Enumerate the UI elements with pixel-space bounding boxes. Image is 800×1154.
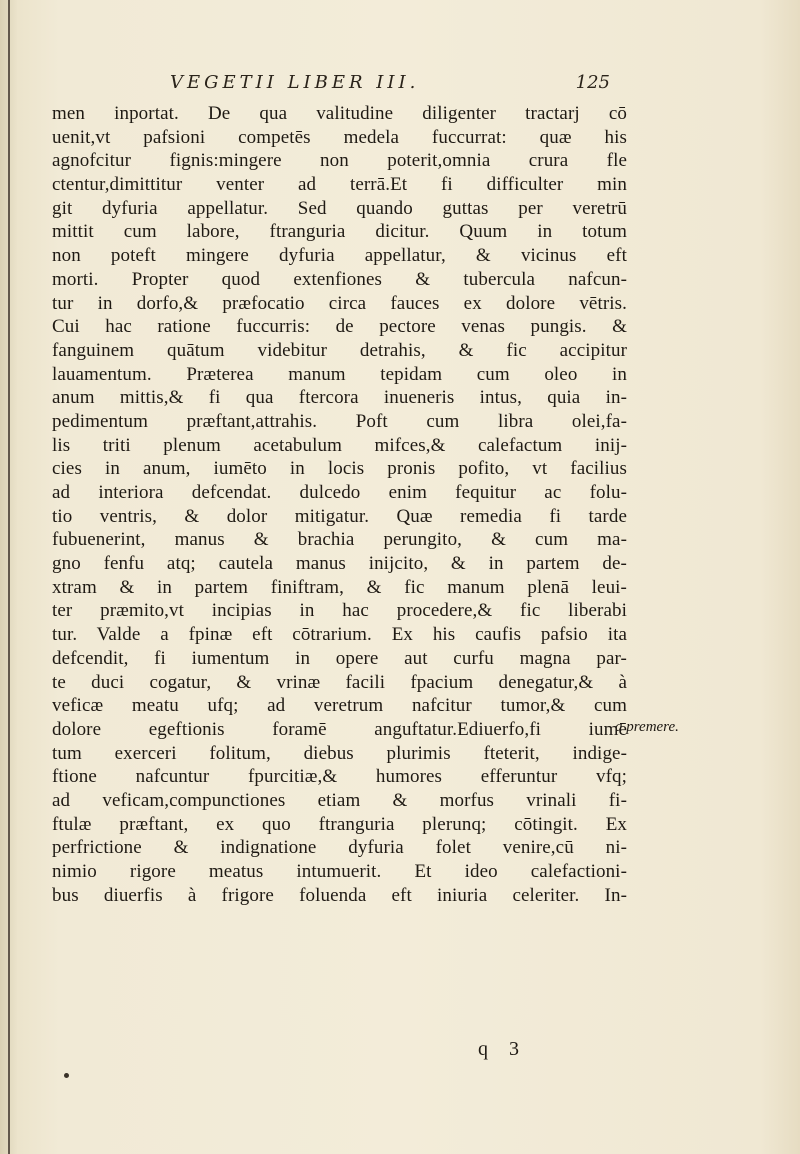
text-line: non poteft mingere dyfuria appellatur, & vicinus eft — [52, 245, 627, 267]
text-line: lis triti plenum acetabulum mifces,& calefactum inij- — [52, 434, 627, 456]
text-line: perfrictione & indignatione dyfuria folet venire,cū ni- — [52, 837, 627, 859]
text-line: fanguinem quātum videbitur detrahis, & fic accipitur — [52, 339, 627, 361]
text-line: uenit,vt pafsioni competēs medela fuccurrat: quæ his — [52, 126, 627, 148]
text-line: ctentur,dimittitur venter ad terrā.Et fi difficulter min — [52, 174, 627, 196]
text-line: gno fenfu atq; cautela manus inijcito, & in partem de- — [52, 553, 627, 575]
text-line: ad veficam,compunctiones etiam & morfus vrinali fi- — [52, 789, 627, 811]
text-line: lauamentum. Præterea manum tepidam cum oleo in — [52, 363, 627, 385]
text-line: nimio rigore meatus intumuerit. Et ideo calefactioni- — [52, 861, 627, 882]
text-line: veficæ meatu ufq; ad veretrum nafcitur tumor,& cum — [52, 695, 627, 717]
text-line: tur. Valde a fpinæ eft cōtrarium. Ex his caufis pafsio ita — [52, 624, 627, 646]
text-line: te duci cogatur, & vrinæ facili fpacium denegatur,& à — [52, 671, 627, 693]
text-line: cies in anum, iumēto in locis pronis pofito, vt facilius — [52, 458, 627, 480]
text-line: defcendit, fi iumentum in opere aut curfu magna par- — [52, 647, 627, 669]
text-line: bus diuerfis à frigore foluenda eft iniuria celeriter. In- — [52, 884, 627, 906]
text-line: anum mittis,& fi qua ftercora inueneris intus, quia in- — [52, 387, 627, 409]
text-line: tum exerceri folitum, diebus plurimis fteterit, indige- — [52, 742, 627, 764]
text-line: fubuenerint, manus & brachia perungito, & cum ma- — [52, 529, 627, 551]
text-line: ad interiora defcendat. dulcedo enim fequitur ac folu- — [52, 482, 627, 503]
text-line: men inportat. De qua valitudine diligenter tractarj cō — [52, 103, 627, 124]
running-title: VEGETII LIBER III. — [170, 72, 420, 93]
text-line: Cui hac ratione fuccurris: de pectore venas pungis. & — [52, 316, 627, 338]
text-line: tur in dorfo,& præfocatio circa fauces ex dolore vētris. — [52, 292, 627, 314]
text-line: morti. Propter quod extenfiones & tubercula nafcun- — [52, 268, 627, 290]
body-text — [52, 102, 627, 907]
text-line: mittit cum labore, ftranguria dicitur. Quum in totum — [52, 221, 627, 243]
text-line: dolore egeftionis foramē anguftatur.Ediuerfo,fi iumē — [52, 718, 627, 740]
marginal-note: a premere. — [615, 719, 679, 735]
signature-mark: q 3 — [478, 1038, 527, 1060]
text-line: ftione nafcuntur fpurcitiæ,& humores efferuntur vfq; — [52, 766, 627, 788]
text-line: xtram & in partem finiftram, & fic manum plenā leui- — [52, 576, 627, 598]
text-line: git dyfuria appellatur. Sed quando guttas per veretrū — [52, 197, 627, 219]
text-line: tio ventris, & dolor mitigatur. Quæ remedia fi tarde — [52, 505, 627, 527]
folio-number: 125 — [575, 72, 610, 93]
binding-edge — [8, 0, 10, 1154]
text-line: pedimentum præftant,attrahis. Poft cum libra olei,fa- — [52, 410, 627, 432]
text-line: ftulæ præftant, ex quo ftranguria plerunq; cōtingit. Ex — [52, 813, 627, 835]
text-line: agnofcitur fignis:mingere non poterit,omnia crura fle — [52, 150, 627, 172]
ink-speck — [64, 1073, 69, 1078]
text-line: ter præmito,vt incipias in hac procedere,& fic liberabi — [52, 600, 627, 622]
page-header — [170, 72, 610, 98]
